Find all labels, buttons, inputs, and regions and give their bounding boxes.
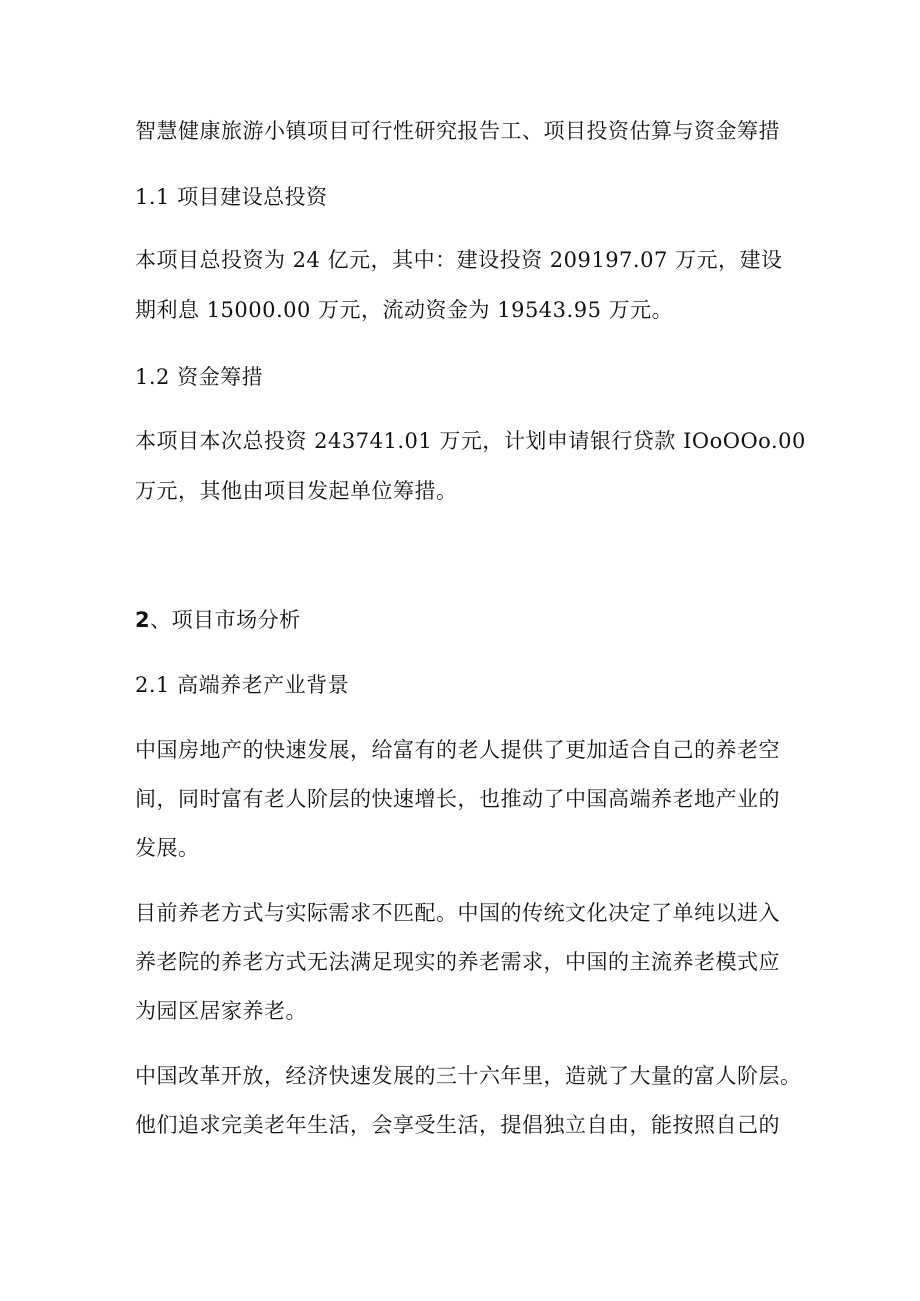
paragraph-1-1-line-2: 期利息 15000.00 万元，流动资金为 19543.95 万元。 [135, 298, 674, 322]
paragraph-2-1c-line-2: 他们追求完美老年生活，会享受生活，提倡独立自由，能按照自己的 [135, 1113, 780, 1137]
paragraph-2-1a-line-3: 发展。 [135, 836, 200, 860]
paragraph-2-1b-line-2: 养老院的养老方式无法满足现实的养老需求，中国的主流养老模式应 [135, 950, 780, 974]
paragraph-2-1a-line-2: 间，同时富有老人阶层的快速增长，也推动了中国高端养老地产业的 [135, 787, 780, 811]
section-number-2: 2 [135, 608, 151, 632]
section-heading-1-1: 1.1 项目建设总投资 [135, 185, 328, 209]
paragraph-2-1c-line-1: 中国改革开放，经济快速发展的三十六年里，造就了大量的富人阶层。 [135, 1064, 802, 1088]
paragraph-2-1b-line-3: 为园区居家养老。 [135, 999, 307, 1023]
section-heading-1-2: 1.2 资金筹措 [135, 365, 264, 389]
paragraph-1-2-line-2: 万元，其他由项目发起单位筹措。 [135, 479, 458, 503]
document-title-line: 智慧健康旅游小镇项目可行性研究报告工、项目投资估算与资金筹措 [135, 119, 780, 143]
section-heading-2-1: 2.1 高端养老产业背景 [135, 673, 350, 697]
paragraph-1-2-line-1: 本项目本次总投资 243741.01 万元，计划申请银行贷款 IOoOOo.00 [135, 429, 806, 453]
paragraph-1-1-line-1: 本项目总投资为 24 亿元，其中：建设投资 209197.07 万元，建设 [135, 248, 783, 272]
section-heading-2-text: 、项目市场分析 [150, 608, 301, 632]
paragraph-2-1b-line-1: 目前养老方式与实际需求不匹配。中国的传统文化决定了单纯以进入 [135, 901, 780, 925]
paragraph-2-1a-line-1: 中国房地产的快速发展，给富有的老人提供了更加适合自己的养老空 [135, 738, 780, 762]
section-heading-2 [135, 606, 301, 634]
